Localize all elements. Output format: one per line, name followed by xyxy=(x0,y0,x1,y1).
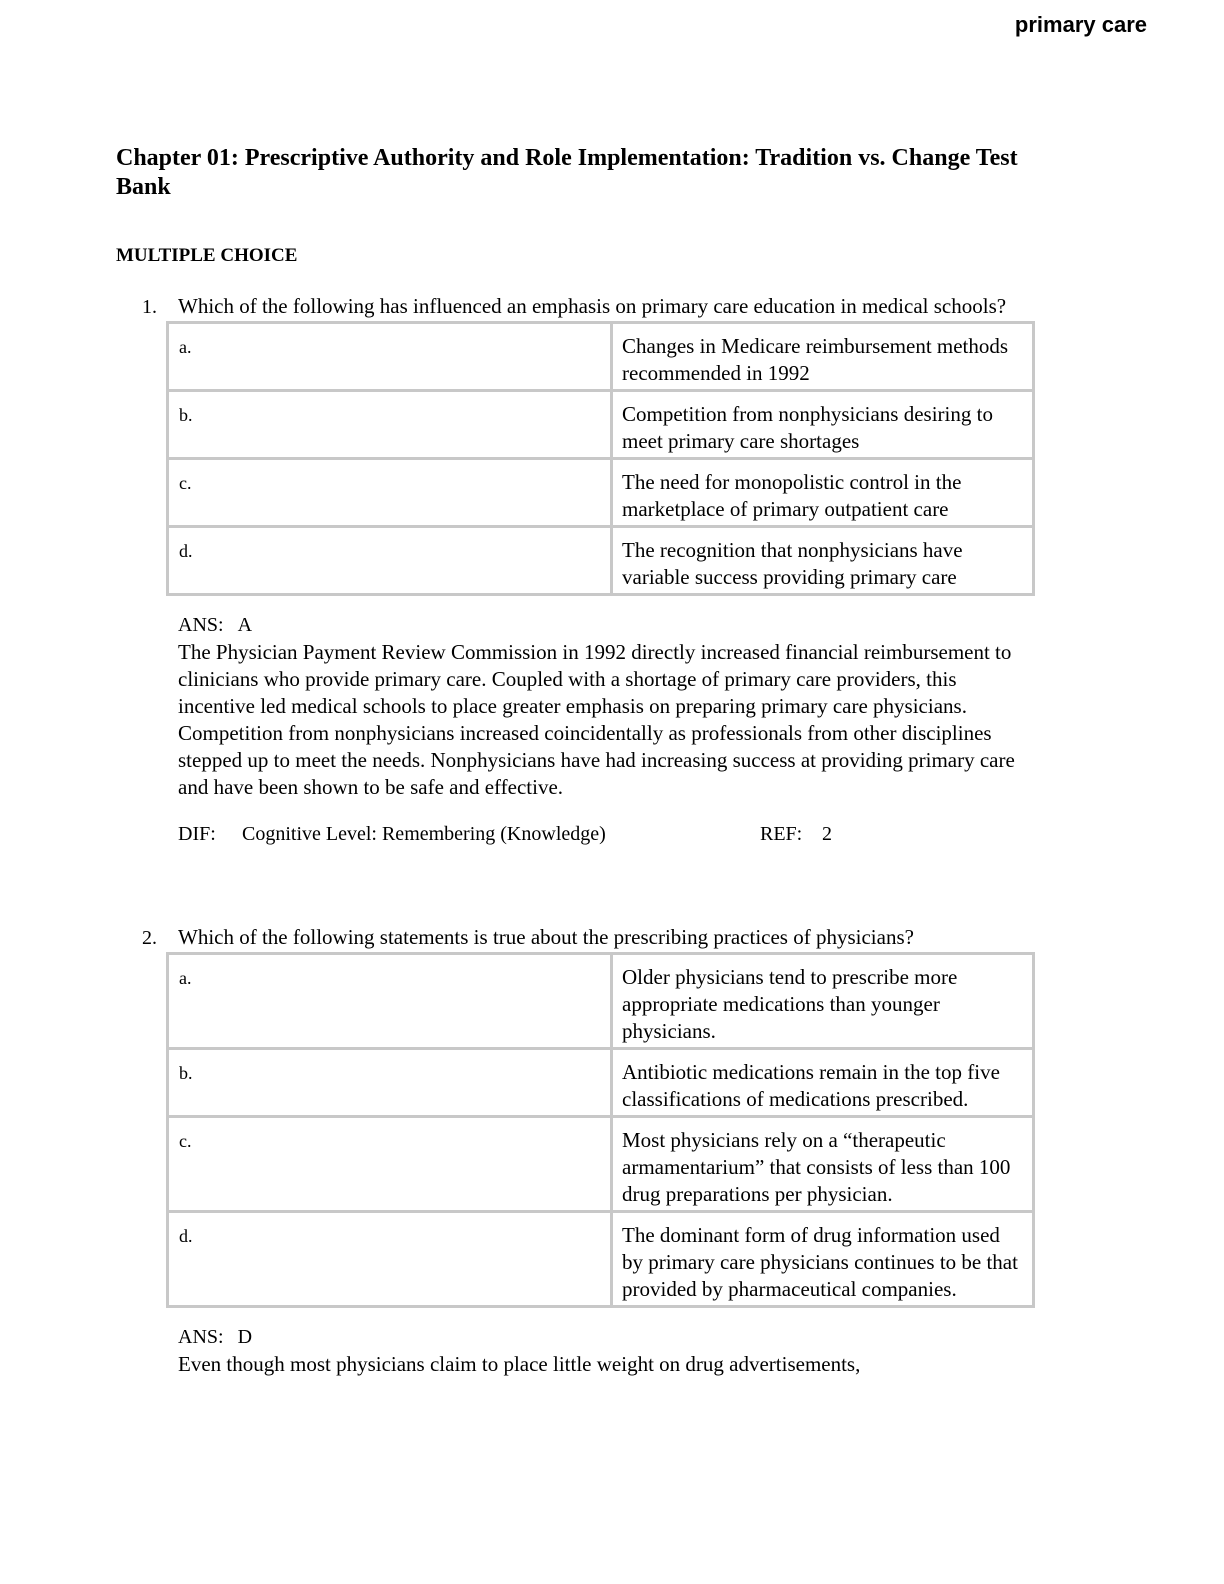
choice-row xyxy=(168,1117,1034,1212)
choice-text: The need for monopolistic control in the marketplace of primary outpatient care xyxy=(612,459,1034,527)
question-stem: Which of the following has influenced an emphasis on primary care education in medical schools? xyxy=(178,294,1007,318)
answer-block xyxy=(178,612,1038,848)
question-number: 2. xyxy=(142,927,157,949)
choices-table xyxy=(166,952,1035,1308)
question-stem: Which of the following statements is true about the prescribing practices of physicians? xyxy=(178,925,914,949)
choice-row xyxy=(168,1212,1034,1307)
choice-row xyxy=(168,391,1034,459)
choice-letter: b. xyxy=(168,1049,612,1117)
choice-row xyxy=(168,954,1034,1049)
choice-row xyxy=(168,1049,1034,1117)
page-title: Chapter 01: Prescriptive Authority and Role Implementation: Tradition vs. Change Test Bank xyxy=(116,145,1018,200)
dif-label: DIF: xyxy=(178,823,216,845)
answer-value: A xyxy=(237,614,253,636)
choice-letter: c. xyxy=(168,459,612,527)
answer-block xyxy=(178,1324,1038,1378)
choice-text: The dominant form of drug information used by primary care physicians continues to be that provided by pharmaceutical companies. xyxy=(612,1212,1034,1307)
dif-value: Cognitive Level: Remembering (Knowledge) xyxy=(242,823,606,845)
answer-label: ANS: xyxy=(178,1326,224,1348)
choice-text: Changes in Medicare reimbursement methods recommended in 1992 xyxy=(612,323,1034,391)
answer-line xyxy=(178,612,1038,639)
choice-letter: d. xyxy=(168,1212,612,1307)
choice-row xyxy=(168,323,1034,391)
choice-text: Older physicians tend to prescribe more appropriate medications than younger physicians. xyxy=(612,954,1034,1049)
choice-letter: b. xyxy=(168,391,612,459)
choice-letter: c. xyxy=(168,1117,612,1212)
choice-letter: d. xyxy=(168,527,612,595)
choice-text: Competition from nonphysicians desiring to meet primary care shortages xyxy=(612,391,1034,459)
answer-line xyxy=(178,1324,1038,1351)
choice-letter: a. xyxy=(168,954,612,1049)
question-1 xyxy=(116,293,1046,848)
choice-row xyxy=(168,459,1034,527)
question-2 xyxy=(116,924,1046,1378)
choice-row xyxy=(168,527,1034,595)
ref-value: 2 xyxy=(822,823,832,845)
choice-letter: a. xyxy=(168,323,612,391)
choice-text: The recognition that nonphysicians have variable success providing primary care xyxy=(612,527,1034,595)
ref-label: REF: xyxy=(760,823,803,845)
choices-table xyxy=(166,321,1035,596)
answer-value: D xyxy=(237,1326,253,1348)
answer-label: ANS: xyxy=(178,614,224,636)
section-heading: MULTIPLE CHOICE xyxy=(116,245,298,266)
metadata-line xyxy=(178,821,1038,848)
rationale-text: The Physician Payment Review Commission in 1992 directly increased financial reimbursement to clinicians who provide primary care. Coupled with a shortage of primary care providers, this incentive led medical schools to place greater emphasis on preparing primary care physicians. Competition from nonphysicians increased coincidentally as professionals from other disciplines stepped up to meet the needs. Nonphysicians have had increasing success at providing primary care and have been shown to be safe and effective. xyxy=(178,640,1015,799)
choice-text: Antibiotic medications remain in the top five classifications of medications prescribed. xyxy=(612,1049,1034,1117)
choice-text: Most physicians rely on a “therapeutic armamentarium” that consists of less than 100 drug preparations per physician. xyxy=(612,1117,1034,1212)
question-number: 1. xyxy=(142,296,157,318)
header-tag: primary care xyxy=(1014,12,1147,37)
rationale-text: Even though most physicians claim to place little weight on drug advertisements, xyxy=(178,1352,861,1376)
